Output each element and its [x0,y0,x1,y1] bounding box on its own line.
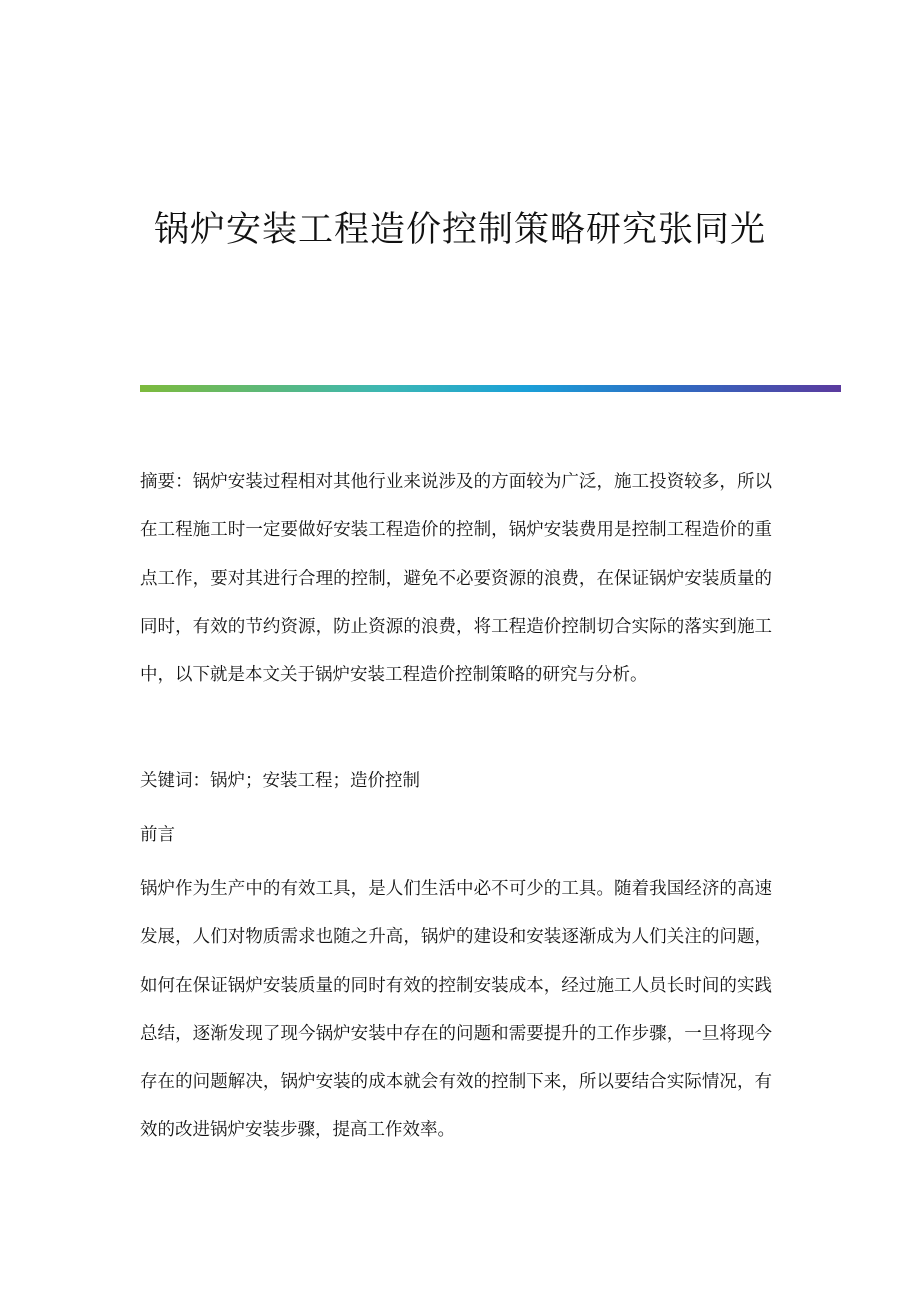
keywords-line [140,757,772,805]
keywords-text: 锅炉；安装工程；造价控制 [210,771,420,791]
abstract-paragraph [140,458,772,699]
keywords-label: 关键词： [140,771,210,791]
preface-paragraph: 锅炉作为生产中的有效工具，是人们生活中必不可少的工具。随着我国经济的高速发展，人们对物质需求也随之升高，锅炉的建设和安装逐渐成为人们关注的问题，如何在保证锅炉安装质量的同时有效的控制安装成本，经过施工人员长时间的实践总结，逐渐发现了现今锅炉安装中存在的问题和需要提升的工作步骤，一旦将现今存在的问题解决，锅炉安装的成本就会有效的控制下来，所以要结合实际情况，有效的改进锅炉安装步骤，提高工作效率。 [140,879,772,1141]
document-title: 锅炉安装工程造价控制策略研究张同光 [153,210,766,250]
abstract-label: 摘要： [140,472,193,492]
preface-heading: 前言 [140,825,175,845]
title-divider [140,385,841,392]
abstract-text: 锅炉安装过程相对其他行业来说涉及的方面较为广泛，施工投资较多，所以在工程施工时一定要做好安装工程造价的控制，锅炉安装费用是控制工程造价的重点工作，要对其进行合理的控制，避免不必要资源的浪费，在保证锅炉安装质量的同时，有效的节约资源，防止资源的浪费，将工程造价控制切合实际的落实到施工中，以下就是本文关于锅炉安装工程造价控制策略的研究与分析。 [140,472,772,686]
